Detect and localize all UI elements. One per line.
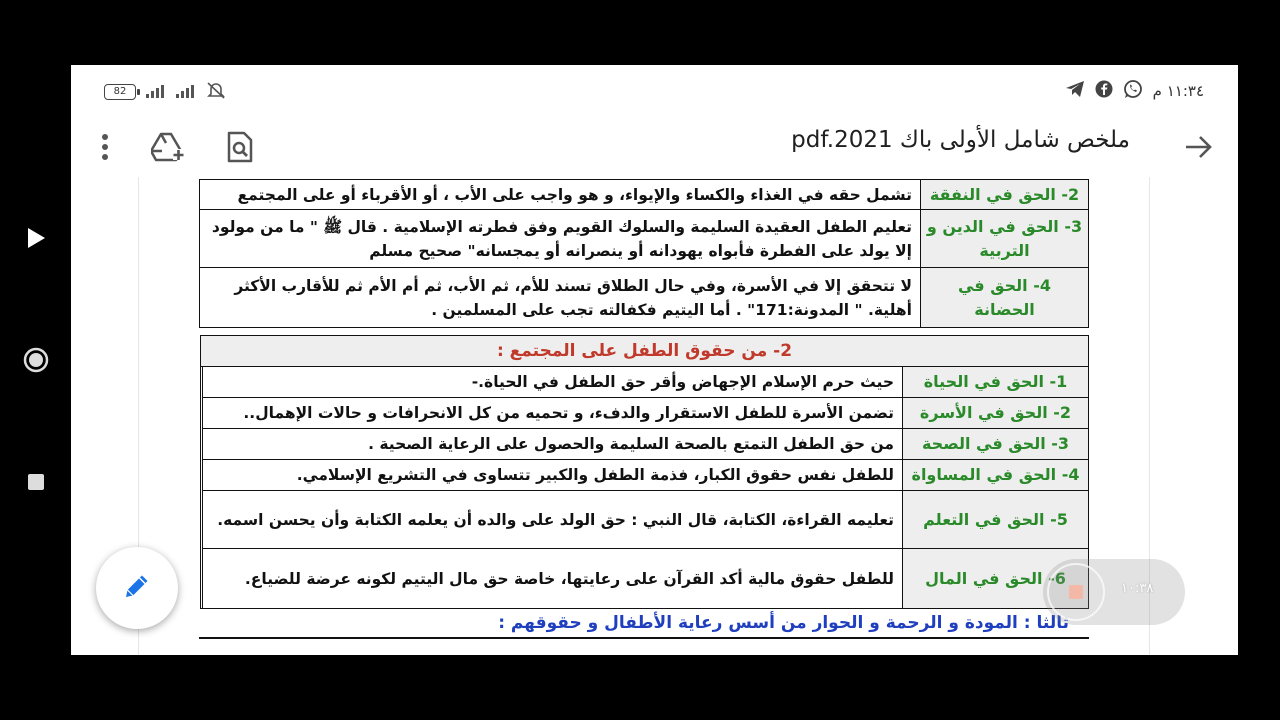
right-description: للطفل حقوق مالية أكد القرآن على رعايتها، خاصة حق مال اليتيم لكونه عرضة للضياع. xyxy=(203,549,903,609)
whatsapp-icon xyxy=(1123,79,1143,103)
table-row xyxy=(200,210,1089,268)
signal-icon xyxy=(146,83,166,102)
more-vert-icon[interactable] xyxy=(87,129,123,165)
status-time: ١١:٣٤ م xyxy=(1152,82,1204,100)
stop-recording-button[interactable] xyxy=(1047,563,1105,621)
android-nav-bar xyxy=(0,0,72,720)
document-title: ملخص شامل الأولى باك pdf.2021 xyxy=(791,127,1130,153)
right-label: 1- الحق في الحياة xyxy=(903,367,1089,398)
section-heading: 2- من حقوق الطفل على المجتمع : xyxy=(201,336,1088,367)
back-arrow-icon[interactable] xyxy=(1180,129,1216,165)
table-row xyxy=(203,460,1089,491)
right-description: للطفل نفس حقوق الكبار، فذمة الطفل والكبير تتساوى في التشريع الإسلامي. xyxy=(203,460,903,491)
edit-fab-button[interactable] xyxy=(96,547,178,629)
table-row xyxy=(200,268,1089,328)
facebook-icon xyxy=(1095,80,1113,102)
section-society-rights xyxy=(200,335,1089,609)
recording-timer: ١٠:٣٨ xyxy=(1121,581,1154,596)
search-document-icon[interactable] xyxy=(222,129,258,165)
status-bar xyxy=(71,65,1238,117)
table-row xyxy=(200,180,1089,210)
mute-icon xyxy=(206,81,226,103)
stop-icon xyxy=(1069,585,1083,599)
nav-recent-apps-icon[interactable] xyxy=(20,466,52,498)
right-label: 2- الحق في الأسرة xyxy=(903,398,1089,429)
right-label: 2- الحق في النفقة xyxy=(921,180,1089,210)
pdf-page-content xyxy=(197,179,1089,639)
right-description: حيث حرم الإسلام الإجهاض وأقر حق الطفل في الحياة.- xyxy=(203,367,903,398)
table-row xyxy=(203,367,1089,398)
right-label: 3- الحق في الدين و التربية xyxy=(921,210,1089,268)
table-row xyxy=(203,549,1089,609)
right-label: 4- الحق في المساواة xyxy=(903,460,1089,491)
battery-icon: 82 xyxy=(104,84,136,100)
right-label: 4- الحق في الحضانة xyxy=(921,268,1089,328)
right-description: من حق الطفل التمتع بالصحة السليمة والحصول على الرعاية الصحية . xyxy=(203,429,903,460)
right-description: تضمن الأسرة للطفل الاستقرار والدفء، و تحميه من كل الانحرافات و حالات الإهمال.. xyxy=(203,398,903,429)
table-top-border xyxy=(199,637,1089,639)
right-label: 5- الحق في التعلم xyxy=(903,491,1089,549)
right-description: تعليم الطفل العقيدة السليمة والسلوك القويم وفق فطرته الإسلامية . قال ﷺ " ما من مولود إلا يولد على الفطرة فأبواه يهودانه أو ينصرانه أو يمجسانه" صحيح مسلم xyxy=(200,210,921,268)
table-row xyxy=(203,491,1089,549)
right-description: لا تتحقق إلا في الأسرة، وفي حال الطلاق تسند للأم، ثم الأب، ثم أم الأم ثم للأقارب الأكثر أهلية. " المدونة:171" . أما اليتيم فكفالته تجب على المسلمين . xyxy=(200,268,921,328)
nav-back-icon[interactable] xyxy=(20,222,52,254)
pdf-page-viewer[interactable] xyxy=(138,177,1150,655)
table-row xyxy=(203,398,1089,429)
right-label: 3- الحق في الصحة xyxy=(903,429,1089,460)
telegram-icon xyxy=(1065,80,1085,102)
status-bar-notifications xyxy=(1065,79,1204,103)
signal-icon xyxy=(176,83,196,102)
screen-recorder-bubble[interactable] xyxy=(1043,559,1185,625)
app-toolbar xyxy=(71,117,1238,177)
pencil-edit-icon xyxy=(122,571,152,605)
table-society-rights xyxy=(202,366,1089,609)
right-description: تشمل حقه في الغذاء والكساء والإيواء، و هو واجب على الأب ، أو الأقرباء أو على المجتمع xyxy=(200,180,921,210)
right-label: 6- الحق في المال xyxy=(903,549,1089,609)
add-to-drive-icon[interactable] xyxy=(150,129,186,165)
table-family-rights xyxy=(199,179,1089,328)
nav-home-icon[interactable] xyxy=(20,344,52,376)
right-description: تعليمه القراءة، الكتابة، قال النبي : حق الولد على والده أن يعلمه الكتابة وأن يحسن اسمه. xyxy=(203,491,903,549)
section-heading: ثالثا : المودة و الرحمة و الحوار من أسس رعاية الأطفال و حقوقهم : xyxy=(498,613,1069,633)
table-row xyxy=(203,429,1089,460)
status-bar-system-icons xyxy=(104,81,226,103)
